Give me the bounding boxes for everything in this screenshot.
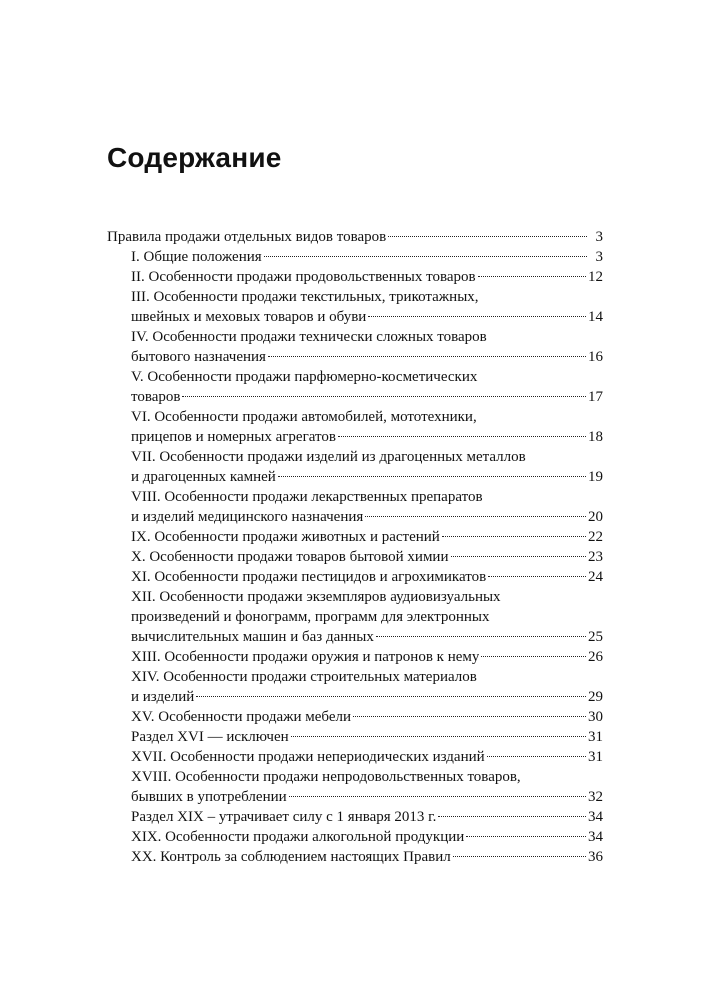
dot-leader	[487, 756, 586, 757]
toc-entry	[107, 647, 603, 667]
toc-page-number: 30	[588, 709, 603, 725]
toc-page-number: 34	[588, 809, 603, 825]
toc-page-number: 26	[588, 649, 603, 665]
toc-page-number: 36	[588, 849, 603, 865]
toc-entry	[107, 367, 603, 407]
table-of-contents	[107, 227, 603, 867]
dot-leader	[338, 436, 586, 437]
toc-entry-text: XV. Особенности продажи мебели	[131, 709, 352, 725]
toc-entry-text: I. Общие положения	[131, 249, 262, 265]
dot-leader	[481, 656, 586, 657]
toc-entry-text: XVII. Особенности продажи непериодических изданий	[131, 749, 485, 765]
toc-entry-text: XII. Особенности продажи экземпляров аудиовизуальных	[131, 589, 501, 605]
toc-page-number: 16	[588, 349, 603, 365]
toc-entry	[107, 587, 603, 647]
toc-entry	[107, 847, 603, 867]
toc-entry	[107, 547, 603, 567]
dot-leader	[453, 856, 586, 857]
toc-entry-text: IV. Особенности продажи технически сложных товаров	[131, 329, 487, 345]
toc-page-number: 24	[588, 569, 603, 585]
toc-page-number: 29	[588, 689, 603, 705]
toc-page-number: 31	[588, 749, 603, 765]
toc-entry-text: и изделий медицинского назначения	[131, 509, 364, 525]
toc-entry	[107, 747, 603, 767]
toc-entry	[107, 267, 603, 287]
toc-entry-text: II. Особенности продажи продовольственных товаров	[131, 269, 476, 285]
toc-page-number: 18	[588, 429, 603, 445]
toc-entry	[107, 527, 603, 547]
dot-leader	[488, 576, 586, 577]
toc-page-number: 19	[588, 469, 603, 485]
toc-entry	[107, 567, 603, 587]
toc-entry-text: XVIII. Особенности продажи непродовольственных товаров,	[131, 769, 521, 785]
dot-leader	[478, 276, 586, 277]
dot-leader	[376, 636, 586, 637]
toc-entry	[107, 327, 603, 367]
toc-page-number: 34	[588, 829, 603, 845]
toc-entry-text: XIV. Особенности продажи строительных материалов	[131, 669, 477, 685]
toc-page-number: 17	[588, 389, 603, 405]
toc-entry	[107, 447, 603, 487]
toc-entry	[107, 827, 603, 847]
toc-entry	[107, 727, 603, 747]
toc-entry-text: и драгоценных камней	[131, 469, 276, 485]
toc-page-number: 25	[588, 629, 603, 645]
toc-entry-text: и изделий	[131, 689, 195, 705]
toc-entry-text: XX. Контроль за соблюдением настоящих Правил	[131, 849, 451, 865]
dot-leader	[196, 696, 586, 697]
toc-page-number: 20	[588, 509, 603, 525]
toc-entry-text: Раздел XIX – утрачивает силу с 1 января 2013 г.	[131, 809, 437, 825]
dot-leader	[368, 316, 586, 317]
dot-leader	[278, 476, 586, 477]
toc-entry-text: вычислительных машин и баз данных	[131, 629, 374, 645]
toc-entry-text: III. Особенности продажи текстильных, трикотажных,	[131, 289, 479, 305]
toc-entry-text: швейных и меховых товаров и обуви	[131, 309, 367, 325]
toc-entry-text: бывших в употреблении	[131, 789, 287, 805]
page-title: Содержание	[107, 142, 282, 173]
toc-entry-text: прицепов и номерных агрегатов	[131, 429, 336, 445]
toc-entry	[107, 227, 603, 247]
dot-leader	[268, 356, 586, 357]
dot-leader	[291, 736, 586, 737]
toc-entry-text: IX. Особенности продажи животных и растений	[131, 529, 440, 545]
dot-leader	[289, 796, 586, 797]
toc-entry-text: товаров	[131, 389, 181, 405]
dot-leader	[451, 556, 587, 557]
toc-page-number: 22	[588, 529, 603, 545]
dot-leader	[442, 536, 586, 537]
dot-leader	[365, 516, 586, 517]
toc-entry-text: VI. Особенности продажи автомобилей, мототехники,	[131, 409, 477, 425]
toc-entry	[107, 407, 603, 447]
toc-entry-text: произведений и фонограмм, программ для электронных	[131, 609, 490, 625]
dot-leader	[353, 716, 586, 717]
dot-leader	[388, 236, 587, 237]
toc-page-number: 12	[588, 269, 603, 285]
toc-entry-text: X. Особенности продажи товаров бытовой химии	[131, 549, 449, 565]
toc-entry	[107, 707, 603, 727]
toc-entry-text: V. Особенности продажи парфюмерно-косметических	[131, 369, 478, 385]
toc-page-number: 32	[588, 789, 603, 805]
dot-leader	[264, 256, 587, 257]
toc-page-number: 23	[588, 549, 603, 565]
toc-entry-text: VIII. Особенности продажи лекарственных препаратов	[131, 489, 483, 505]
toc-entry	[107, 807, 603, 827]
toc-entry-text: Правила продажи отдельных видов товаров	[107, 229, 387, 245]
toc-entry	[107, 287, 603, 327]
toc-page-number: 31	[588, 729, 603, 745]
toc-entry	[107, 487, 603, 527]
toc-entry	[107, 667, 603, 707]
toc-entry-text: бытового назначения	[131, 349, 266, 365]
toc-entry-text: Раздел XVI — исключен	[131, 729, 289, 745]
toc-page-number: 14	[588, 309, 603, 325]
toc-entry-text: XI. Особенности продажи пестицидов и агрохимикатов	[131, 569, 487, 585]
dot-leader	[438, 816, 586, 817]
dot-leader	[466, 836, 586, 837]
toc-entry	[107, 767, 603, 807]
toc-page-number: 3	[595, 249, 603, 265]
toc-entry	[107, 247, 603, 267]
toc-entry-text: XIX. Особенности продажи алкогольной продукции	[131, 829, 465, 845]
toc-entry-text: VII. Особенности продажи изделий из драгоценных металлов	[131, 449, 526, 465]
toc-entry-text: XIII. Особенности продажи оружия и патронов к нему	[131, 649, 480, 665]
toc-page-number: 3	[595, 229, 603, 245]
dot-leader	[182, 396, 586, 397]
